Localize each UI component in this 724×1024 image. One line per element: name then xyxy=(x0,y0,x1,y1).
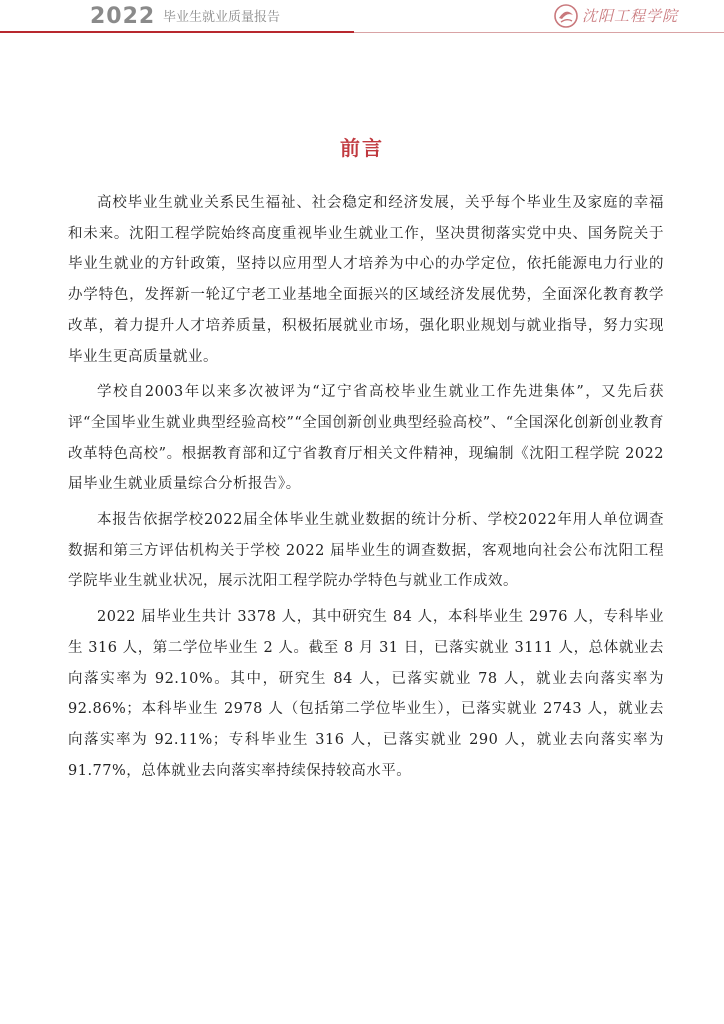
page-header xyxy=(0,0,724,36)
header-year: 2022 xyxy=(90,4,156,29)
university-logo-icon xyxy=(553,3,579,29)
header-subtitle: 毕业生就业质量报告 xyxy=(163,10,281,25)
preface-body xyxy=(68,188,664,791)
paragraph-3: 本报告依据学校2022届全体毕业生就业数据的统计分析、学校2022年用人单位调查数据和第三方评估机构关于学校 2022 届毕业生的调查数据，客观地向社会公布沈阳工程学院毕业生就业状况，展示沈阳工程学院办学特色与就业工作成效。 xyxy=(68,512,664,590)
page-title: 前言 xyxy=(340,136,384,160)
paragraph-2: 学校自2003年以来多次被评为“辽宁省高校毕业生就业工作先进集体”，又先后获评“全国毕业生就业典型经验高校”“全国创新创业典型经验高校”、“全国深化创新创业教育改革特色高校”。根据教育部和辽宁省教育厅相关文件精神，现编制《沈阳工程学院 2022 届毕业生就业质量综合分析报告》。 xyxy=(68,384,664,493)
paragraph-1: 高校毕业生就业关系民生福祉、社会稳定和经济发展，关乎每个毕业生及家庭的幸福和未来。沈阳工程学院始终高度重视毕业生就业工作，坚决贯彻落实党中央、国务院关于毕业生就业的方针政策，坚持以应用型人才培养为中心的办学定位，依托能源电力行业的办学特色，发挥新一轮辽宁老工业基地全面振兴的区域经济发展优势，全面深化教育教学改革，着力提升人才培养质量，积极拓展就业市场，强化职业规划与就业指导，努力实现毕业生更高质量就业。 xyxy=(68,195,664,365)
header-rule xyxy=(354,32,724,33)
paragraph-4: 2022 届毕业生共计 3378 人，其中研究生 84 人，本科毕业生 2976 人，专科毕业生 316 人，第二学位毕业生 2 人。截至 8 月 31 日，已落实就业 3111 人，总体就业去向落实率为 92.10%。其中，研究生 84 人，已落实就业 78 人，就业去向落实率为 92.86%；本科毕业生 2978 人（包括第二学位毕业生），已落实就业 2743 人，就业去向落实率为 92.11%；专科毕业生 316 人，已落实就业 290 人，就业去向落实率为 91.77%，总体就业去向落实率持续保持较高水平。 xyxy=(68,609,664,779)
header-rule-accent xyxy=(0,31,354,33)
university-logo-text: 沈阳工程学院 xyxy=(582,7,679,25)
